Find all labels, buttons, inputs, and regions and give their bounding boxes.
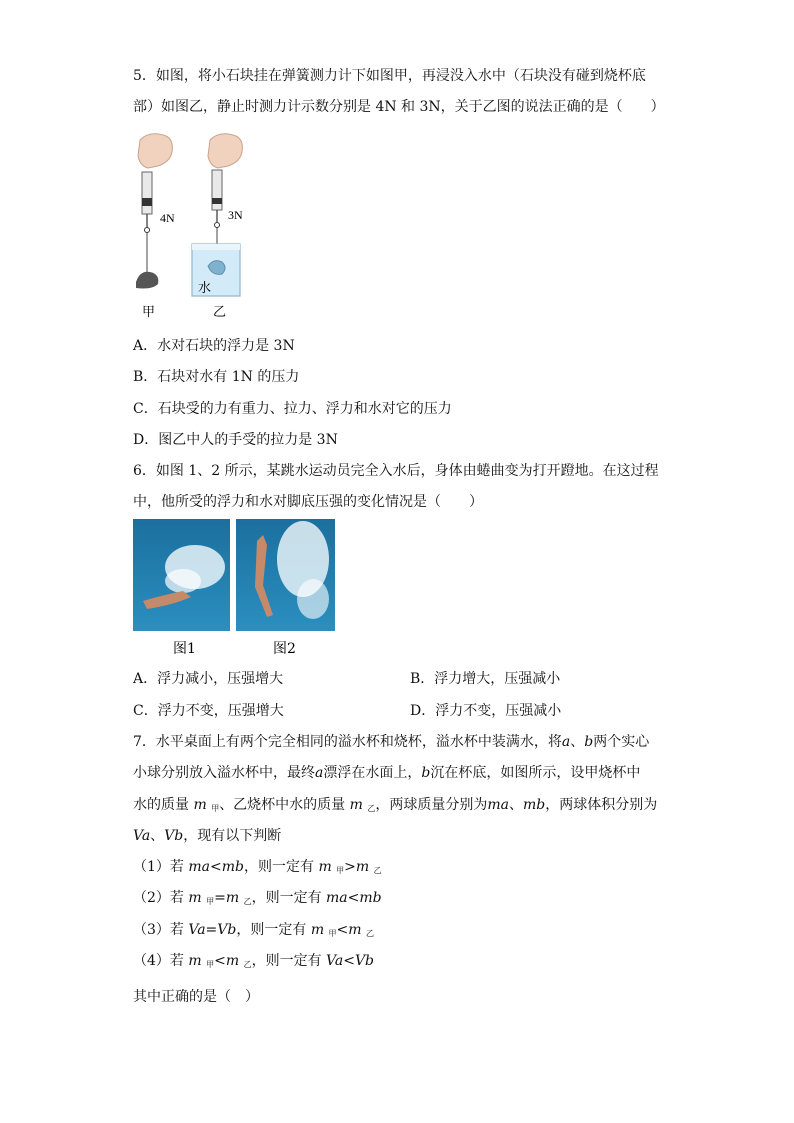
q5-option-b: B．石块对水有 1N 的压力 xyxy=(133,369,300,385)
label-yi: 乙 xyxy=(213,305,227,320)
q7-stem-line3: 水的质量 m $_甲$、乙烧杯中水的质量 m $_乙$，两球质量分别为ma、mb，两球体积分别为 xyxy=(133,797,658,813)
stone-a xyxy=(136,272,158,289)
q5-figure xyxy=(128,132,248,327)
label-water: 水 xyxy=(198,281,212,296)
q6-figure xyxy=(133,519,335,661)
q5-option-d: D．图乙中人的手受的拉力是 3N xyxy=(133,432,338,448)
reading-b: 3N xyxy=(228,208,243,222)
q6-option-d: D．浮力不变，压强减小 xyxy=(410,703,562,719)
q5-option-c: C．石块受的力有重力、拉力、浮力和水对它的压力 xyxy=(133,401,452,417)
q6-stem-line1: 6．如图 1、2 所示，某跳水运动员完全入水后，身体由蜷曲变为打开蹬地。在这过程 xyxy=(133,463,659,479)
q7-judgement-2: （2）若 m $_甲$=m $_乙$，则一定有 ma<mb xyxy=(133,890,382,906)
q7-stem-line4: Va、Vb，现有以下判断 xyxy=(133,828,282,844)
label-jia: 甲 xyxy=(142,305,156,320)
hand-icon xyxy=(208,134,242,168)
figure-2-label: 图2 xyxy=(273,641,296,657)
q6-option-b: B．浮力增大，压强减小 xyxy=(410,671,561,687)
q7-judgement-3: （3）若 Va=Vb，则一定有 m $_甲$<m $_乙$ xyxy=(133,922,375,938)
figure-1-label: 图1 xyxy=(173,641,196,657)
q5-stem-line2: 部）如图乙，静止时测力计示数分别是 4N 和 3N，关于乙图的说法正确的是（ ） xyxy=(133,99,665,115)
q6-option-c: C．浮力不变，压强增大 xyxy=(133,703,284,719)
spring-scale-a xyxy=(142,172,152,214)
q7-judgement-1: （1）若 ma<mb，则一定有 m $_甲$>m $_乙$ xyxy=(133,859,382,875)
q7-stem-line1: 7．水平桌面上有两个完全相同的溢水杯和烧杯，溢水杯中装满水，将a、b两个实心 xyxy=(133,734,650,750)
q7-final-prompt: 其中正确的是（ ） xyxy=(133,989,259,1005)
hand-icon xyxy=(138,134,172,168)
q7-judgement-4: （4）若 m $_甲$<m $_乙$，则一定有 Va<Vb xyxy=(133,953,375,969)
q5-option-a: A．水对石块的浮力是 3N xyxy=(133,338,295,354)
reading-a: 4N xyxy=(160,211,175,225)
q5-stem-line1: 5．如图，将小石块挂在弹簧测力计下如图甲，再浸没入水中（石块没有碰到烧杯底 xyxy=(133,68,646,84)
q6-option-a: A．浮力减小，压强增大 xyxy=(133,671,284,687)
q6-stem-line2: 中，他所受的浮力和水对脚底压强的变化情况是（ ） xyxy=(133,494,483,510)
q7-stem-line2: 小球分别放入溢水杯中，最终a漂浮在水面上，b沉在杯底，如图所示，设甲烧杯中 xyxy=(133,765,641,781)
